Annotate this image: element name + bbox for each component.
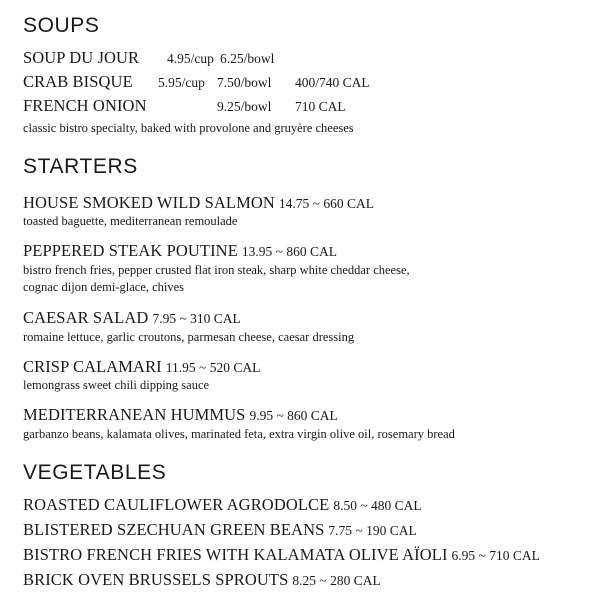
item-name: HOUSE SMOKED WILD SALMON xyxy=(23,193,275,212)
item-description: lemongrass sweet chili dipping sauce xyxy=(23,378,210,392)
item-name: PEPPERED STEAK POUTINE xyxy=(23,241,238,260)
item-description: cognac dijon demi-glace, chives xyxy=(23,280,185,294)
menu-item-peppered-steak-poutine xyxy=(23,241,337,261)
item-name: CAESAR SALAD xyxy=(23,308,149,327)
item-name: BLISTERED SZECHUAN GREEN BEANS xyxy=(23,520,325,539)
menu-item-blistered-green-beans xyxy=(23,520,417,540)
menu-item-mediterranean-hummus xyxy=(23,405,338,425)
soups-heading: SOUPS xyxy=(23,14,100,37)
menu-item-brussels-sprouts xyxy=(23,570,381,590)
menu-item-soup-du-jour xyxy=(23,48,274,68)
item-price: 8.50 ~ 480 CAL xyxy=(333,498,422,513)
item-price: 9.95 ~ 860 CAL xyxy=(249,408,338,423)
menu-item-french-onion xyxy=(23,96,346,116)
item-price-bowl: 6.25/bowl xyxy=(220,51,275,66)
item-price: 11.95 ~ 520 CAL xyxy=(165,360,261,375)
item-price-bowl: 7.50/bowl xyxy=(217,75,272,90)
item-price: 7.75 ~ 190 CAL xyxy=(328,523,417,538)
item-name: BISTRO FRENCH FRIES WITH KALAMATA OLIVE AÏOLI xyxy=(23,545,448,564)
menu-item-caesar-salad xyxy=(23,308,241,328)
item-name: BRICK OVEN BRUSSELS SPROUTS xyxy=(23,570,289,589)
item-name: CRAB BISQUE xyxy=(23,72,133,91)
vegetables-heading: VEGETABLES xyxy=(23,461,167,484)
item-price: 13.95 ~ 860 CAL xyxy=(241,244,337,259)
menu-item-house-smoked-wild-salmon xyxy=(23,193,374,213)
menu-item-crisp-calamari xyxy=(23,357,260,377)
item-calories: 710 CAL xyxy=(295,99,346,114)
menu-item-roasted-cauliflower xyxy=(23,495,422,515)
item-price-cup: 5.95/cup xyxy=(158,75,205,90)
item-price-cup: 4.95/cup xyxy=(167,51,214,66)
item-price: 7.95 ~ 310 CAL xyxy=(152,311,241,326)
item-description: garbanzo beans, kalamata olives, marinated feta, extra virgin olive oil, rosemary bread xyxy=(23,427,455,441)
item-description: romaine lettuce, garlic croutons, parmesan cheese, caesar dressing xyxy=(23,330,355,344)
item-calories: 400/740 CAL xyxy=(295,75,370,90)
item-price: 6.95 ~ 710 CAL xyxy=(451,548,540,563)
item-price: 8.25 ~ 280 CAL xyxy=(292,573,381,588)
item-description: toasted baguette, mediterranean remoulade xyxy=(23,214,238,228)
item-name: SOUP DU JOUR xyxy=(23,48,140,67)
item-name: CRISP CALAMARI xyxy=(23,357,162,376)
menu-item-crab-bisque xyxy=(23,72,370,92)
item-name: ROASTED CAULIFLOWER AGRODOLCE xyxy=(23,495,330,514)
starters-heading: STARTERS xyxy=(23,155,138,178)
item-description: classic bistro specialty, baked with provolone and gruyère cheeses xyxy=(23,121,354,135)
item-price: 14.75 ~ 660 CAL xyxy=(278,196,374,211)
item-name: MEDITERRANEAN HUMMUS xyxy=(23,405,246,424)
item-price-bowl: 9.25/bowl xyxy=(217,99,272,114)
item-name: FRENCH ONION xyxy=(23,96,147,115)
item-description: bistro french fries, pepper crusted flat iron steak, sharp white cheddar cheese, xyxy=(23,263,410,277)
menu-item-bistro-french-fries xyxy=(23,545,540,565)
